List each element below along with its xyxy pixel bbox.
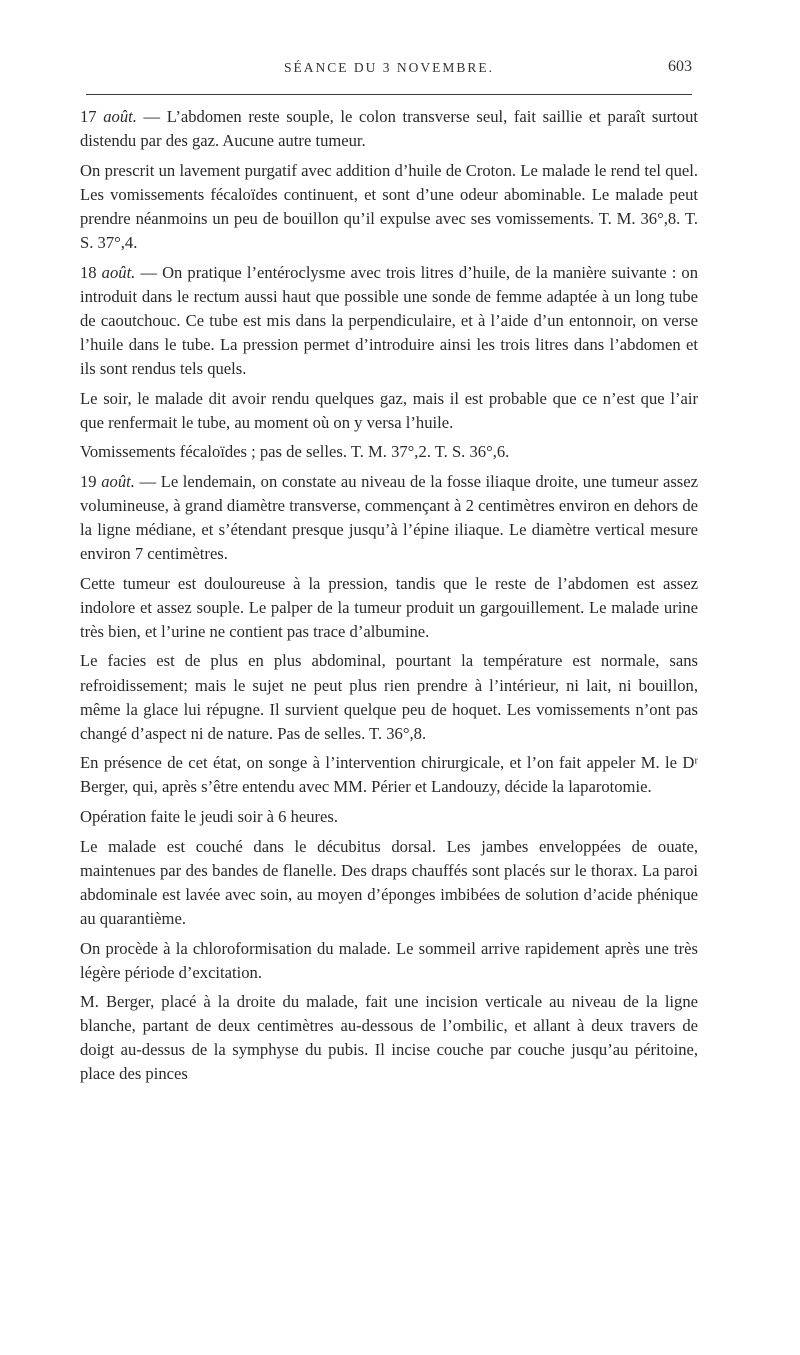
- page-number: 603: [668, 58, 692, 75]
- paragraph-text: Opération faite le jeudi soir à 6 heures.: [80, 807, 339, 827]
- date-month: août.: [103, 107, 137, 126]
- paragraph-text: — On pratique l’entéroclysme avec trois litres d’huile, de la manière suivante : on introduit dans le rectum aussi haut que possible une sonde de femme adaptée à un long tube de caoutchouc. Ce tube est mis dans la perpendiculaire, et à l’aide d’un entonnoir, on verse l’huile dans le tube. La pression permet d’introduire ainsi les trois litres dans l’abdomen et ils sont rendus tels quels.: [80, 262, 698, 378]
- paragraph-12: [80, 937, 698, 985]
- paragraph-text: On procède à la chloroformisation du malade. Le sommeil arrive rapidement après une très légère période d’excitation.: [80, 938, 698, 982]
- paragraph-text: Vomissements fécaloïdes ; pas de selles. T. M. 37°,2. T. S. 36°,6.: [80, 442, 510, 462]
- paragraph-text: Cette tumeur est douloureuse à la pression, tandis que le reste de l’abdomen est assez indolore et assez souple. Le palper de la tumeur produit un gargouillement. Le malade urine très bien, et l’urine ne contient pas trace d’albumine.: [80, 573, 698, 641]
- date-number: 17: [80, 107, 104, 126]
- date-number: 18: [80, 262, 102, 282]
- paragraph-1: [80, 105, 698, 153]
- paragraph-text: En présence de cet état, on songe à l’intervention chirurgicale, et l’on fait appeler M. le Dʳ Berger, qui, après s’être entendu avec MM. Périer et Landouzy, décide la laparotomie.: [80, 753, 698, 797]
- date-month: août.: [101, 262, 136, 282]
- paragraph-11: [80, 835, 698, 931]
- paragraph-7: [80, 572, 698, 644]
- running-title: SÉANCE DU 3 NOVEMBRE.: [283, 60, 494, 75]
- page-header: [80, 52, 698, 82]
- paragraph-text: Le malade est couché dans le décubitus dorsal. Les jambes enveloppées de ouate, maintenues par des bandes de flanelle. Des draps chauffés sont placés sur le thorax. La paroi abdominale est lavée avec soin, au moyen d’éponges imbibées de solution d’acide phénique au quarantième.: [80, 836, 698, 928]
- paragraph-text: On prescrit un lavement purgatif avec addition d’huile de Croton. Le malade le rend tel quel. Les vomissements fécaloïdes continuent, et sont d’une odeur abominable. Le malade peut prendre néanmoins un peu de bouillon qu’il expulse avec ses vomissements. T. M. 36°,8. T. S. 37°,4.: [80, 160, 698, 252]
- paragraph-text: Le facies est de plus en plus abdominal, pourtant la température est normale, sans refroidissement; mais le sujet ne peut plus rien prendre à l’intérieur, ni lait, ni bouillon, même la glace lui répugne. Il survient quelque peu de hoquet. Les vomissements n’ont pas changé d’aspect ni de nature. Pas de selles. T. 36°,8.: [80, 651, 698, 743]
- paragraph-text: — L’abdomen reste souple, le colon transverse seul, fait saillie et paraît surtout distendu par des gaz. Aucune autre tumeur.: [80, 107, 698, 151]
- paragraph-5: [80, 440, 698, 464]
- paragraph-2: [80, 159, 698, 255]
- date-month: août.: [101, 471, 135, 491]
- paragraph-3: [80, 261, 698, 381]
- paragraph-6: [80, 470, 698, 566]
- header-rule: [86, 94, 692, 95]
- paragraph-text: M. Berger, placé à la droite du malade, fait une incision verticale au niveau de la ligne blanche, partant de deux centimètres au-dessous de l’ombilic, et allant à deux travers de doigt au-dessus de la symphyse du pubis. Il incise couche par couche jusqu’au péritoine, place des pinces: [80, 992, 698, 1084]
- paragraph-8: [80, 649, 698, 745]
- body-text: [80, 105, 698, 1087]
- paragraph-10: [80, 805, 698, 829]
- document-page: [80, 52, 698, 1092]
- date-number: 19: [80, 471, 102, 491]
- paragraph-9: [80, 751, 698, 799]
- paragraph-4: [80, 387, 698, 435]
- paragraph-text: — Le lendemain, on constate au niveau de la fosse iliaque droite, une tumeur assez volumineuse, à grand diamètre transverse, commençant à 2 centimètres environ en dehors de la ligne médiane, et s’étendant presque jusqu’à l’épine iliaque. Le diamètre vertical mesure environ 7 centimètres.: [80, 471, 698, 564]
- paragraph-text: Le soir, le malade dit avoir rendu quelques gaz, mais il est probable que ce n’est que l’air que renfermait le tube, au moment où on y versa l’huile.: [80, 388, 698, 432]
- paragraph-13: [80, 990, 698, 1086]
